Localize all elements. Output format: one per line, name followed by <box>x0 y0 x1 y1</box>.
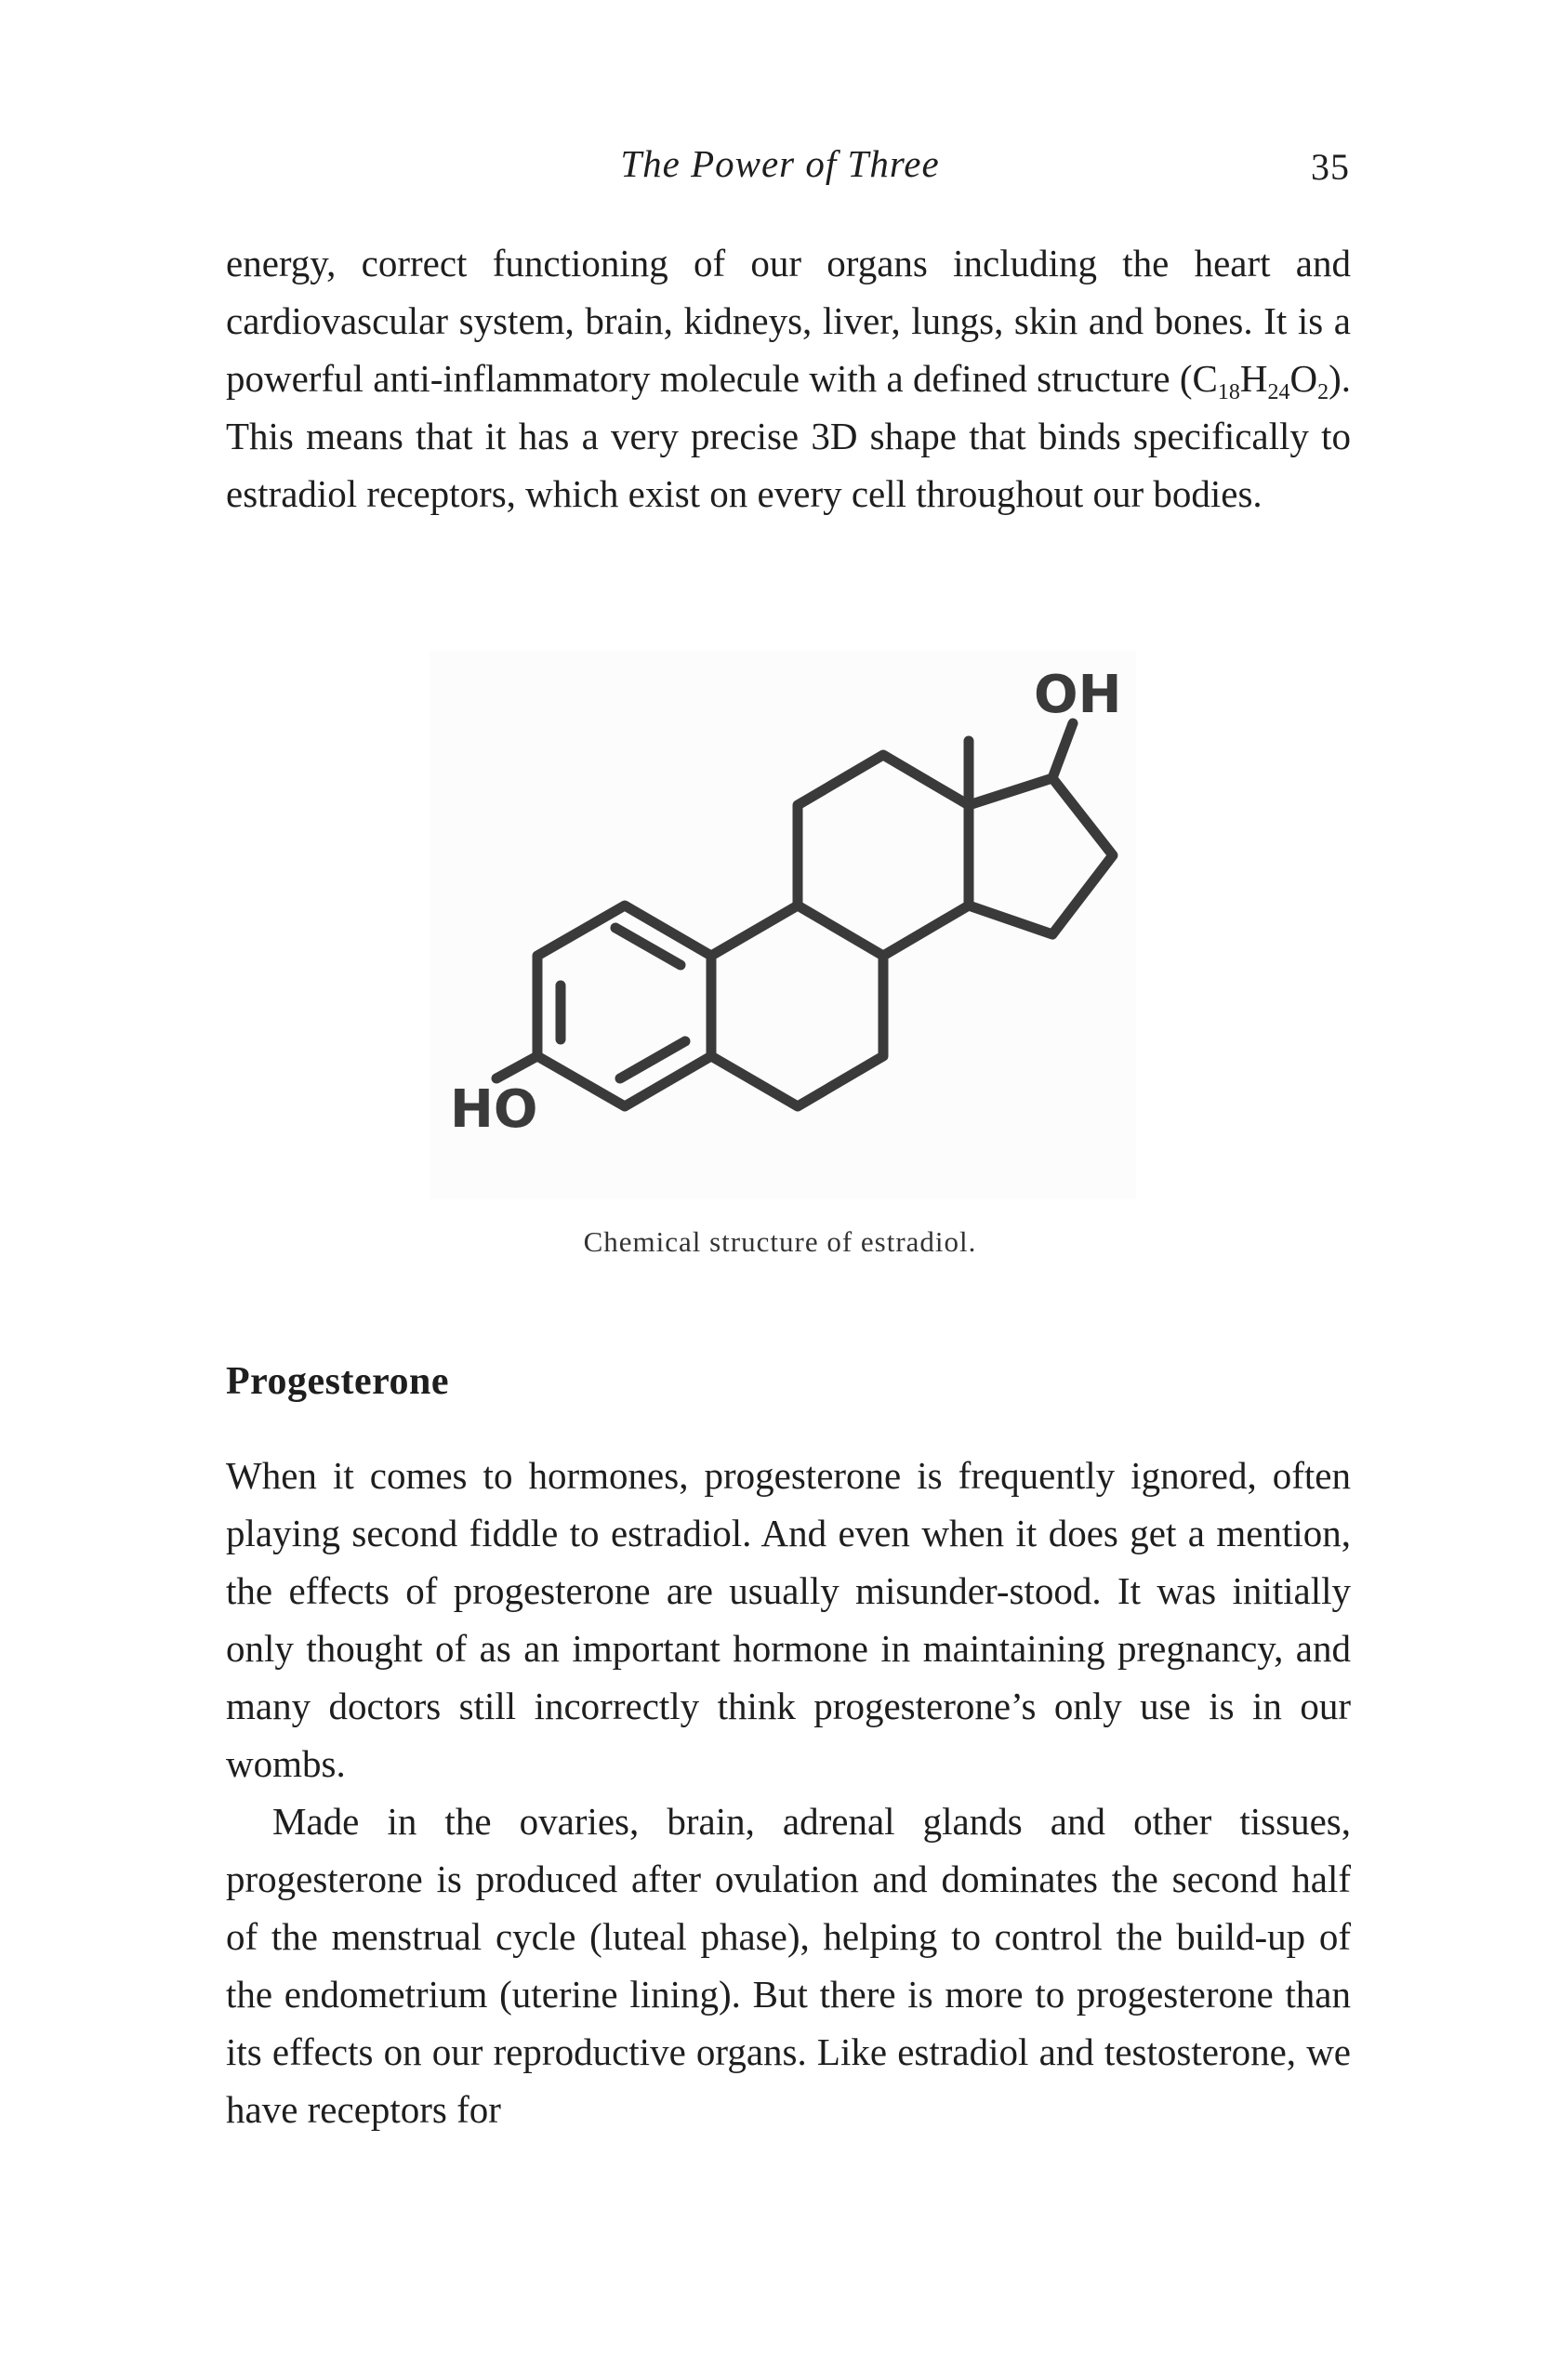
hydroxyl-bond-bottom <box>496 1056 537 1078</box>
paragraph <box>226 234 1351 522</box>
estradiol-structure-figure <box>430 651 1136 1199</box>
figure-caption: Chemical structure of estradiol. <box>583 1225 977 1258</box>
continued-paragraph <box>226 234 1351 522</box>
text-after-formula: ). This means that it has a very precise 3D shape that binds specifically to estradiol receptors, which exist on every cell throughout our bodies. <box>226 357 1351 515</box>
estradiol-structure-diagram <box>430 651 1136 1199</box>
oh-label: OH <box>1034 665 1122 725</box>
molecule-bonds <box>496 723 1113 1106</box>
hydroxyl-bond-top <box>1052 723 1073 778</box>
running-title: The Power of Three <box>620 142 940 185</box>
paragraph: When it comes to hormones, progesterone is frequently ignored, often playing second fiddle to estradiol. And even when it does get a mention, the effects of progesterone are usually misunder-stood. It was initially only thought of as an important hormone in maintaining pregnancy, and many doctors still incorrectly think progesterone’s only use is in our wombs. <box>226 1454 1351 1785</box>
paragraph: Made in the ovaries, brain, adrenal glands and other tissues, progesterone is produced after ovulation and dominates the second half of the menstrual cycle (luteal phase), helping to control the build-up of the endometrium (uterine lining). But there is more to progesterone than its effects on our reproductive organs. Like estradiol and testosterone, we have receptors for <box>226 1800 1351 2131</box>
section-body <box>226 1447 1351 2138</box>
text-before-formula: energy, correct functioning of our organs including the heart and cardiovascular system, brain, kidneys, liver, lungs, skin and bones. It is a powerful anti-inflammatory molecule with a defined structure ( <box>226 242 1351 400</box>
ho-label: HO <box>450 1079 538 1140</box>
running-header <box>0 141 1560 197</box>
chemical-formula: $C_{18}H_{24}O_2$ <box>1192 357 1329 404</box>
section-heading: Progesterone <box>226 1360 450 1403</box>
ring-b <box>711 906 883 1106</box>
ring-d <box>969 778 1113 934</box>
page-number: 35 <box>1311 146 1350 188</box>
